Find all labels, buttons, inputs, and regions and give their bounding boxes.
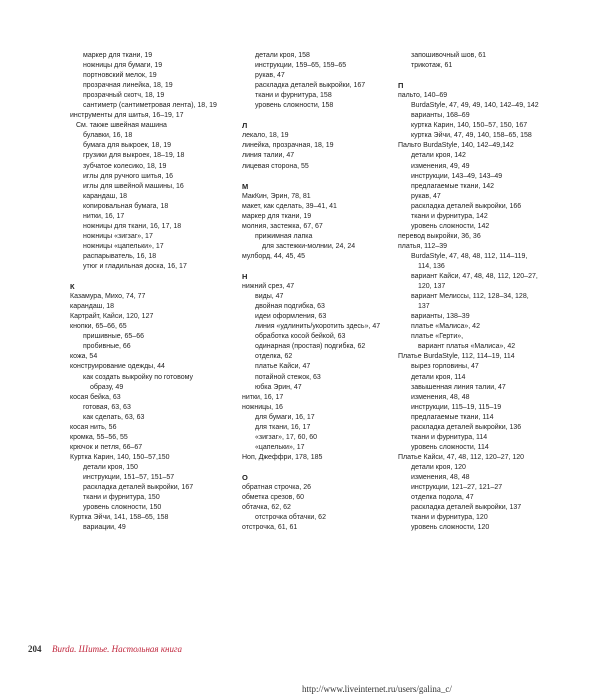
index-entry: 120, 137 xyxy=(418,283,446,291)
index-entry: линия «удлинить/укоротить здесь», 47 xyxy=(255,323,381,331)
index-entry: идеи оформления, 63 xyxy=(255,313,327,321)
index-entry: юбка Эрин, 47 xyxy=(255,383,302,391)
index-entry: карандаш, 18 xyxy=(83,192,128,200)
index-entry: уровень сложности, 158 xyxy=(255,102,334,110)
index-entry: вариант Мелиссы, 112, 128–34, 128, xyxy=(411,293,529,301)
index-entry: потайной стежок, 63 xyxy=(255,373,321,381)
index-entry: линия талии, 47 xyxy=(242,152,295,160)
index-entry: нижний срез, 47 xyxy=(242,283,295,291)
index-entry: ткани и фурнитура, 142 xyxy=(411,212,488,220)
index-entry: ножницы для бумаги, 19 xyxy=(83,62,163,70)
index-entry: отделка, 62 xyxy=(255,353,293,361)
index-entry: ткани и фурнитура, 158 xyxy=(255,92,332,100)
index-entry: 137 xyxy=(418,303,430,311)
index-entry: раскладка деталей выкройки, 167 xyxy=(83,484,194,492)
index-entry: варианты, 138–39 xyxy=(411,313,470,321)
index-entry: МакКин, Эрин, 78, 81 xyxy=(242,192,311,200)
index-letter-heading: К xyxy=(70,282,75,292)
index-entry: предлагаемые ткани, 114 xyxy=(411,413,494,421)
index-entry: раскладка деталей выкройки, 137 xyxy=(411,504,522,512)
index-entry: ткани и фурнитура, 150 xyxy=(83,494,160,502)
index-entry: платье «Малиса», 42 xyxy=(411,323,480,331)
spacer xyxy=(70,272,230,282)
index-entry: зубчатое колесико, 18, 19 xyxy=(83,162,167,170)
index-entry: мулборд, 44, 45, 45 xyxy=(242,252,306,260)
index-column-right xyxy=(398,51,558,533)
index-entry: отстрочка обтачки, 62 xyxy=(255,514,326,522)
index-entry: куртка Карин, 140, 150–57, 150, 167 xyxy=(411,122,528,130)
index-entry: Ноп, Джеффри, 178, 185 xyxy=(242,453,323,461)
index-entry: раскладка деталей выкройки, 167 xyxy=(255,82,366,90)
index-entry: инструкции, 159–65, 159–65 xyxy=(255,62,347,70)
index-entry: BurdaStyle, 47, 48, 48, 112, 114–119, xyxy=(411,252,528,260)
book-title: Burda. Шитье. Настольная книга xyxy=(52,644,183,654)
index-entry: макет, как сделать, 39–41, 41 xyxy=(242,202,337,210)
index-entry: лекало, 18, 19 xyxy=(242,132,289,140)
index-entry: Картрайт, Кайси, 120, 127 xyxy=(70,313,154,321)
index-entry: Платье BurdaStyle, 112, 114–19, 114 xyxy=(398,353,515,361)
index-entry: грузики для выкроек, 18–19, 18 xyxy=(83,152,185,160)
index-entry: ножницы для ткани, 16, 17, 18 xyxy=(83,222,182,230)
index-entry: иглы для ручного шитья, 16 xyxy=(83,172,174,180)
index-entry: готовая, 63, 63 xyxy=(83,403,131,411)
index-entry: трикотаж, 61 xyxy=(411,62,453,70)
spacer xyxy=(242,172,402,182)
index-entry: утюг и гладильная доска, 16, 17 xyxy=(83,262,187,270)
index-entry: кнопки, 65–66, 65 xyxy=(70,323,127,331)
index-entry: рукав, 47 xyxy=(255,72,285,80)
index-entry: вариации, 49 xyxy=(83,524,126,532)
index-entry: детали кроя, 142 xyxy=(411,152,466,160)
index-entry: лицевая сторона, 55 xyxy=(242,162,309,170)
index-entry: бумага для выкроек, 18, 19 xyxy=(83,142,172,150)
index-entry: уровень сложности, 114 xyxy=(411,443,489,451)
index-entry: вариант Кайси, 47, 48, 48, 112, 120–27, xyxy=(411,273,538,281)
index-letter-heading: Н xyxy=(242,272,248,282)
index-entry: отделка подола, 47 xyxy=(411,494,474,502)
index-entry: Казамура, Михо, 74, 77 xyxy=(70,293,146,301)
index-entry: детали кроя, 114 xyxy=(411,373,466,381)
index-entry: инструкции, 121–27, 121–27 xyxy=(411,484,503,492)
index-entry: сантиметр (сантиметровая лента), 18, 19 xyxy=(83,102,217,110)
index-entry: двойная подгибка, 63 xyxy=(255,303,325,311)
index-entry: обтачка, 62, 62 xyxy=(242,504,291,512)
index-entry: кожа, 54 xyxy=(70,353,98,361)
index-entry: образу, 49 xyxy=(90,383,124,391)
index-entry: как сделать, 63, 63 xyxy=(83,413,145,421)
index-entry: перевод выкройки, 36, 36 xyxy=(398,232,481,240)
page-number: 204 xyxy=(28,644,42,654)
spacer xyxy=(398,71,558,81)
index-entry: для бумаги, 16, 17 xyxy=(255,413,315,421)
index-entry: Платье Кайси, 47, 48, 112, 120–27, 120 xyxy=(398,453,525,461)
index-entry: детали кроя, 158 xyxy=(255,52,310,59)
index-entry: вырез горловины, 47 xyxy=(411,363,479,371)
index-letter-heading: Л xyxy=(242,121,248,131)
index-entry: Куртка Карин, 140, 150–57,150 xyxy=(70,453,170,461)
index-entry: детали кроя, 150 xyxy=(83,463,138,471)
index-entry: портновский мелок, 19 xyxy=(83,72,157,80)
index-letter-heading: О xyxy=(242,472,248,482)
watermark-url: http://www.liveinternet.ru/users/galina_c/ xyxy=(302,684,452,694)
index-entry: линейка, прозрачная, 18, 19 xyxy=(242,142,334,150)
page-footer xyxy=(28,644,182,654)
index-entry: распарыватель, 16, 18 xyxy=(83,252,157,260)
index-entry: прозрачный скотч, 18, 19 xyxy=(83,92,165,100)
index-entry: обметка срезов, 60 xyxy=(242,494,305,502)
index-entry: маркер для ткани, 19 xyxy=(242,212,312,220)
index-entry: предлагаемые ткани, 142 xyxy=(411,182,495,190)
index-entry: ткани и фурнитура, 120 xyxy=(411,514,488,522)
index-entry: инструкции, 151–57, 151–57 xyxy=(83,473,175,481)
index-entry: уровень сложности, 150 xyxy=(83,504,162,512)
index-entry: инструкции, 143–49, 143–49 xyxy=(411,172,503,180)
index-entry: См. также швейная машина xyxy=(76,122,167,130)
index-entry: для ткани, 16, 17 xyxy=(255,423,311,431)
index-entry: крючок и петля, 66–67 xyxy=(70,443,143,451)
index-column-left xyxy=(70,51,230,533)
index-entry: вариант платья «Малиса», 42 xyxy=(418,343,516,351)
index-entry: запошивочный шов, 61 xyxy=(411,52,486,59)
index-entry: кромка, 55–56, 55 xyxy=(70,433,128,441)
index-entry: молния, застежка, 67, 67 xyxy=(242,222,323,230)
index-entry: изменения, 48, 48 xyxy=(411,473,470,481)
index-entry: Пальто BurdaStyle, 140, 142–49,142 xyxy=(398,142,514,150)
index-entry: прижимная лапка xyxy=(255,232,313,240)
index-letter-heading: П xyxy=(398,81,404,91)
index-entry: пришивные, 65–66 xyxy=(83,333,144,341)
index-entry: конструирование одежды, 44 xyxy=(70,363,165,371)
index-entry: ткани и фурнитура, 114 xyxy=(411,433,488,441)
index-letter-heading: М xyxy=(242,181,249,191)
index-entry: ножницы «цапельки», 17 xyxy=(83,242,164,250)
index-entry: копировальная бумага, 18 xyxy=(83,202,169,210)
index-entry: булавки, 16, 18 xyxy=(83,132,133,140)
index-entry: одинарная (простая) подгибка, 62 xyxy=(255,343,366,351)
index-entry: обратная строчка, 26 xyxy=(242,484,312,492)
index-entry: изменения, 48, 48 xyxy=(411,393,470,401)
index-entry: пальто, 140–69 xyxy=(398,92,448,100)
index-entry: маркер для ткани, 19 xyxy=(83,52,153,59)
index-entry: инструменты для шитья, 16–19, 17 xyxy=(70,112,184,120)
index-entry: платье «Герти», xyxy=(411,333,464,341)
index-entry: изменения, 49, 49 xyxy=(411,162,470,170)
index-column-middle xyxy=(242,51,402,533)
index-entry: уровень сложности, 142 xyxy=(411,222,490,230)
spacer xyxy=(242,111,402,121)
index-entry: детали кроя, 120 xyxy=(411,463,466,471)
index-entry: отстрочка, 61, 61 xyxy=(242,524,298,532)
index-entry: «цапельки», 17 xyxy=(255,443,305,451)
index-entry: виды, 47 xyxy=(255,293,284,301)
index-entry: ножницы, 16 xyxy=(242,403,283,411)
index-entry: куртка Эйчи, 47, 49, 140, 158–65, 158 xyxy=(411,132,532,140)
index-entry: 114, 136 xyxy=(418,262,445,270)
index-entry: иглы для швейной машины, 16 xyxy=(83,182,184,190)
index-entry: ножницы «зигзаг», 17 xyxy=(83,232,153,240)
spacer xyxy=(242,262,402,272)
index-entry: платье Кайси, 47 xyxy=(255,363,311,371)
index-entry: прозрачная линейка, 18, 19 xyxy=(83,82,173,90)
index-entry: «зигзаг», 17, 60, 60 xyxy=(255,433,318,441)
index-entry: раскладка деталей выкройки, 136 xyxy=(411,423,522,431)
index-entry: варианты, 168–69 xyxy=(411,112,470,120)
index-entry: платья, 112–39 xyxy=(398,242,447,250)
index-entry: рукав, 47 xyxy=(411,192,441,200)
index-entry: пробивные, 66 xyxy=(83,343,131,351)
index-entry: косая бейка, 63 xyxy=(70,393,121,401)
spacer xyxy=(242,463,402,473)
index-entry: нитки, 16, 17 xyxy=(242,393,284,401)
index-entry: для застежки-молнии, 24, 24 xyxy=(262,242,356,250)
index-entry: как создать выкройку по готовому xyxy=(83,373,193,381)
index-entry: карандаш, 18 xyxy=(70,303,115,311)
index-entry: завышенная линия талии, 47 xyxy=(411,383,506,391)
index-entry: инструкции, 115–19, 115–19 xyxy=(411,403,502,411)
index-entry: BurdaStyle, 47, 49, 49, 140, 142–49, 142 xyxy=(411,102,539,110)
index-entry: Куртка Эйчи, 141, 158–65, 158 xyxy=(70,514,169,522)
index-entry: уровень сложности, 120 xyxy=(411,524,490,532)
index-entry: косая нить, 56 xyxy=(70,423,117,431)
index-entry: обработка косой бейкой, 63 xyxy=(255,333,346,341)
index-entry: раскладка деталей выкройки, 166 xyxy=(411,202,522,210)
index-entry: нитки, 16, 17 xyxy=(83,212,125,220)
